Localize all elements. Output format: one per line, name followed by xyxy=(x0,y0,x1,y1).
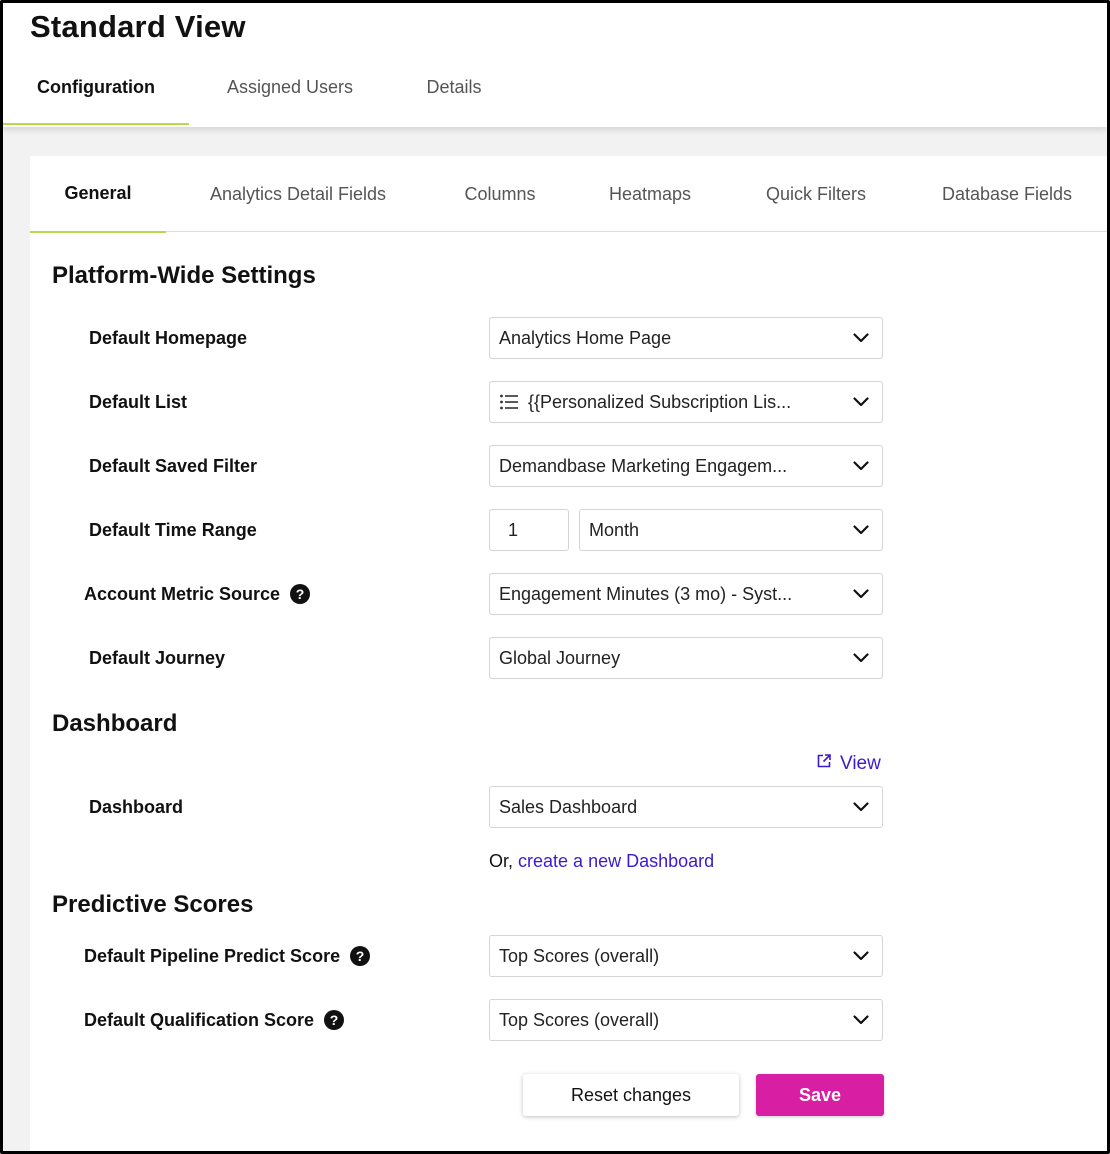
time-range-unit-value: Month xyxy=(589,519,640,540)
help-icon[interactable]: ? xyxy=(290,584,310,604)
or-prefix: Or, xyxy=(489,851,514,871)
label-default-homepage xyxy=(89,317,247,359)
default-list-value: {{Personalized Subscription Lis... xyxy=(528,391,792,412)
account-metric-source-value: Engagement Minutes (3 mo) - Syst... xyxy=(499,583,793,604)
view-link-text: View xyxy=(840,753,881,774)
label-pipeline-predict-score-text: Default Pipeline Predict Score xyxy=(84,945,341,966)
chevron-down-icon xyxy=(850,945,872,967)
settings-card xyxy=(30,156,1107,1151)
external-link-icon xyxy=(816,753,832,775)
chevron-down-icon xyxy=(850,519,872,541)
section-title-platform: Platform-Wide Settings xyxy=(52,262,316,289)
create-dashboard-line xyxy=(489,851,714,872)
list-icon xyxy=(499,392,519,412)
tab-assigned-users[interactable]: Assigned Users xyxy=(226,77,354,97)
default-saved-filter-select[interactable] xyxy=(489,445,883,487)
chevron-down-icon xyxy=(850,455,872,477)
qualification-score-select[interactable] xyxy=(489,999,883,1041)
default-journey-select[interactable] xyxy=(489,637,883,679)
default-list-select[interactable] xyxy=(489,381,883,423)
time-range-amount-input[interactable] xyxy=(489,509,569,551)
label-default-saved-filter-text: Default Saved Filter xyxy=(89,455,258,476)
dashboard-value: Sales Dashboard xyxy=(499,796,638,817)
account-metric-source-select[interactable] xyxy=(489,573,883,615)
default-homepage-select[interactable] xyxy=(489,317,883,359)
dashboard-view-link[interactable] xyxy=(816,753,881,775)
tab-configuration[interactable]: Configuration xyxy=(3,63,189,125)
label-account-metric-source-text: Account Metric Source xyxy=(84,583,281,604)
label-default-time-range xyxy=(89,509,257,551)
label-account-metric-source xyxy=(84,573,310,615)
default-saved-filter-value: Demandbase Marketing Engagem... xyxy=(499,455,788,476)
label-pipeline-predict-score xyxy=(84,935,370,977)
page-title: Standard View xyxy=(30,9,246,44)
chevron-down-icon xyxy=(850,391,872,413)
time-range-unit-select[interactable] xyxy=(579,509,883,551)
label-qualification-score-text: Default Qualification Score xyxy=(84,1009,315,1030)
subtab-database-fields[interactable]: Database Fields xyxy=(941,184,1073,204)
label-default-homepage-text: Default Homepage xyxy=(89,327,248,348)
default-homepage-value: Analytics Home Page xyxy=(499,327,672,348)
chevron-down-icon xyxy=(850,583,872,605)
label-dashboard xyxy=(89,786,183,828)
qualification-score-value: Top Scores (overall) xyxy=(499,1009,660,1030)
label-default-list xyxy=(89,381,187,423)
label-dashboard-text: Dashboard xyxy=(89,796,184,817)
create-dashboard-link[interactable]: create a new Dashboard xyxy=(518,851,715,871)
chevron-down-icon xyxy=(850,327,872,349)
subtab-columns[interactable]: Columns xyxy=(464,184,536,204)
reset-changes-button[interactable]: Reset changes xyxy=(523,1074,739,1116)
subtab-analytics-detail-fields[interactable]: Analytics Detail Fields xyxy=(209,184,387,204)
label-default-time-range-text: Default Time Range xyxy=(89,519,257,540)
subtab-general[interactable]: General xyxy=(30,156,166,232)
chevron-down-icon xyxy=(850,647,872,669)
help-icon[interactable]: ? xyxy=(324,1010,344,1030)
save-button[interactable]: Save xyxy=(756,1074,884,1116)
label-default-journey-text: Default Journey xyxy=(89,647,226,668)
tab-details[interactable]: Details xyxy=(426,77,482,97)
label-default-journey xyxy=(89,637,225,679)
label-default-saved-filter xyxy=(89,445,257,487)
subtab-heatmaps[interactable]: Heatmaps xyxy=(608,184,692,204)
label-default-list-text: Default List xyxy=(89,391,188,412)
page-header xyxy=(3,3,1107,127)
help-icon[interactable]: ? xyxy=(350,946,370,966)
dashboard-select[interactable] xyxy=(489,786,883,828)
sub-tab-bar xyxy=(30,156,1107,232)
label-qualification-score xyxy=(84,999,344,1041)
subtab-quick-filters[interactable]: Quick Filters xyxy=(765,184,866,204)
chevron-down-icon xyxy=(850,1009,872,1031)
pipeline-predict-score-value: Top Scores (overall) xyxy=(499,945,660,966)
section-title-predictive: Predictive Scores xyxy=(52,891,254,918)
pipeline-predict-score-select[interactable] xyxy=(489,935,883,977)
section-title-dashboard: Dashboard xyxy=(52,710,178,737)
chevron-down-icon xyxy=(850,796,872,818)
default-journey-value: Global Journey xyxy=(499,647,621,668)
